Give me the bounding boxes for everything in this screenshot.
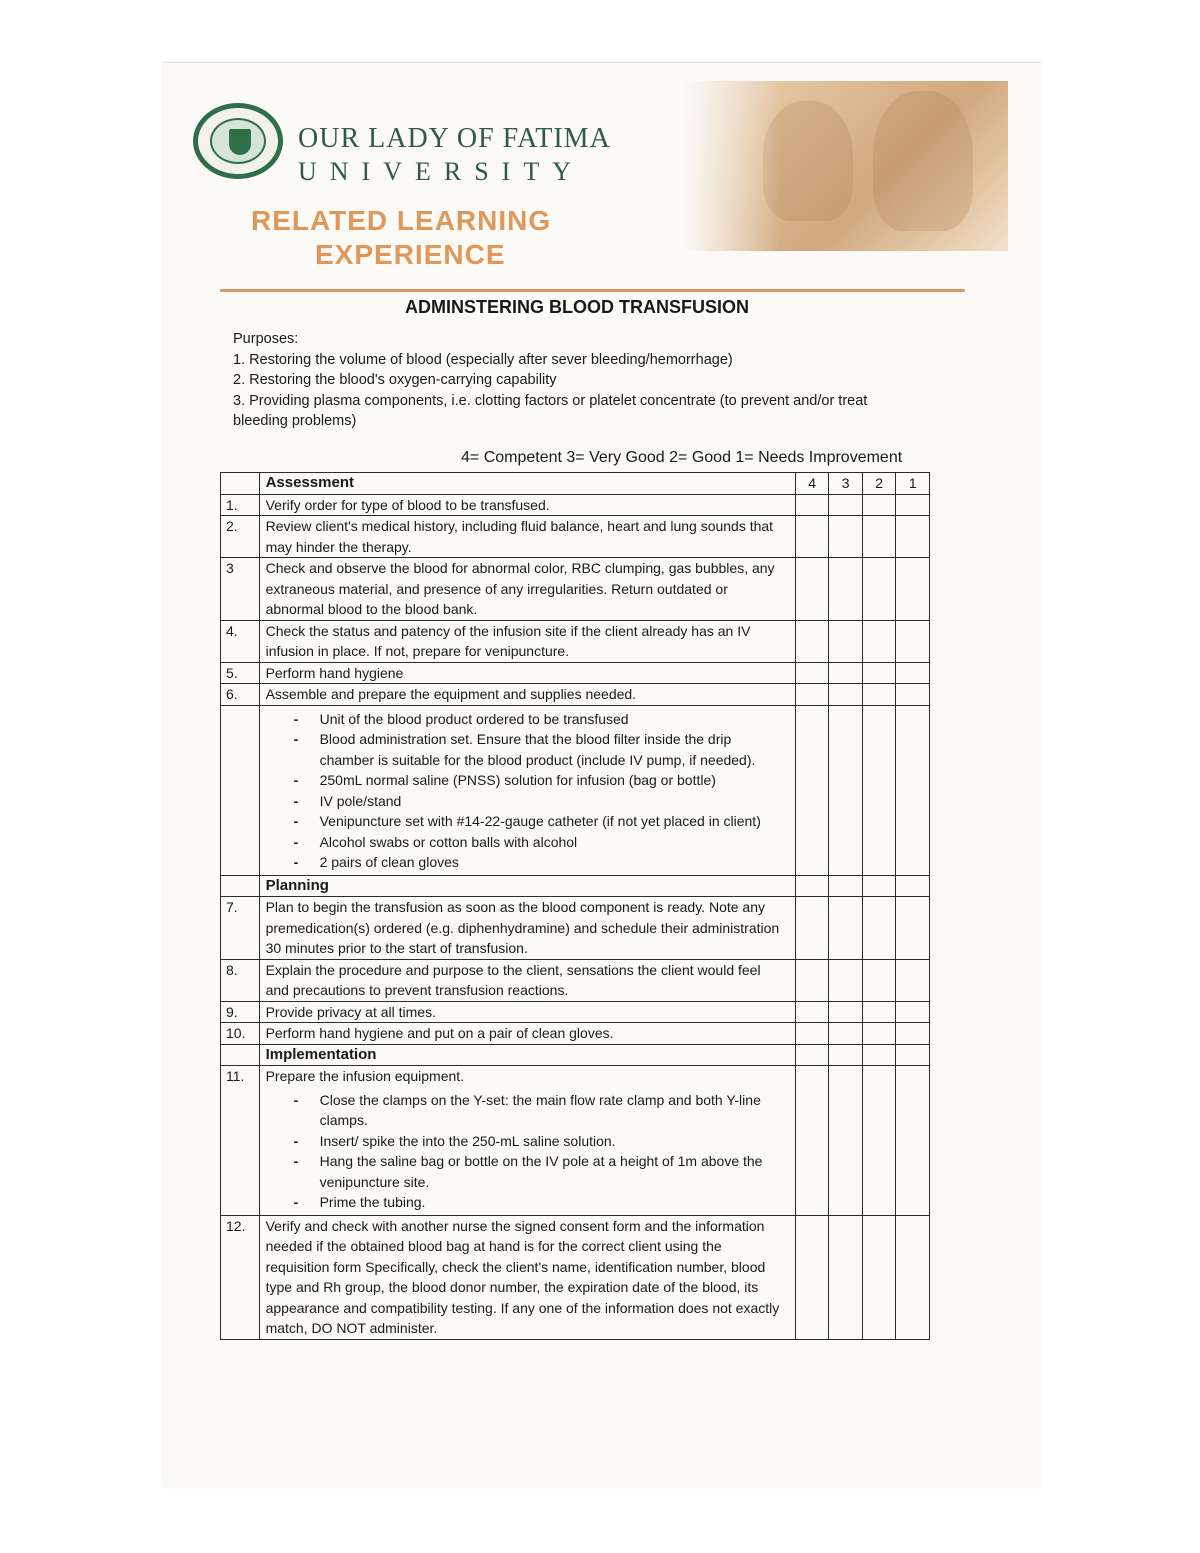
rating-cell-2[interactable] [862,558,896,621]
step-text: Review client's medical history, including fluid balance, heart and lung sounds that may hinder the therapy. [265,518,774,555]
rating-cell-4[interactable] [795,1023,829,1045]
rating-cell-2[interactable] [862,875,896,897]
university-name: OUR LADY OF FATIMA [298,123,611,154]
step-text: Check the status and patency of the infusion site if the client already has an IV infusion in place. If not, prepare for venipuncture. [265,622,751,659]
table-row [221,705,930,875]
sub-item: - Venipuncture set with #14-22-gauge catheter (if not yet placed in client) [294,811,787,832]
rating-cell-4[interactable] [795,1044,829,1066]
university-subtitle: UNIVERSITY [298,157,584,186]
header-divider [220,289,965,292]
sub-item: - 2 pairs of clean gloves [294,852,787,873]
step-description [259,662,795,684]
sub-item: - Insert/ spike the into the 250-mL saline solution. [294,1131,787,1152]
table-row [221,558,930,621]
sub-item: - Blood administration set. Ensure that the blood filter inside the drip chamber is suitable for the blood product (include IV pump, if needed). [294,729,787,770]
purpose-item: 1. Restoring the volume of blood (especially after sever bleeding/hemorrhage) [233,351,733,368]
table-row [221,494,930,516]
step-number: 11. [221,1066,260,1216]
rating-cell-2[interactable] [862,516,896,558]
sub-item-list [266,1087,787,1215]
section-heading: Implementation [259,1044,795,1066]
table-row [221,1215,930,1339]
rating-cell-2[interactable] [862,897,896,960]
rating-cell-1[interactable] [896,705,930,875]
step-text: Explain the procedure and purpose to the client, sensations the client would feel and precautions to prevent transfusion reactions. [265,961,761,998]
sub-item-list [266,706,787,875]
rating-header-3: 3 [829,473,863,495]
step-number: 6. [221,684,260,706]
rating-cell-4[interactable] [795,705,829,875]
rating-cell-1[interactable] [896,1066,930,1216]
rating-cell-2[interactable] [862,1066,896,1216]
rating-cell-2[interactable] [862,494,896,516]
section-num-cell [221,875,260,897]
step-text: Plan to begin the transfusion as soon as the blood component is ready. Note any premedication(s) ordered (e.g. diphenhydramine) and schedule their administration 30 minutes prior to the start of transfusion. [265,899,780,956]
rating-cell-1[interactable] [896,897,930,960]
sub-item: - Prime the tubing. [294,1192,787,1213]
purposes-block [233,329,913,432]
rating-cell-4[interactable] [795,1001,829,1023]
section-num-cell [221,1044,260,1066]
table-row [221,516,930,558]
banner-line-1: RELATED LEARNING [251,205,552,236]
rating-cell-3[interactable] [829,897,863,960]
rating-cell-1[interactable] [896,620,930,662]
step-description [259,897,795,960]
rating-cell-2[interactable] [862,1001,896,1023]
step-description [259,1023,795,1045]
rating-cell-4[interactable] [795,620,829,662]
step-number: 7. [221,897,260,960]
rating-cell-4[interactable] [795,897,829,960]
step-number: 4. [221,620,260,662]
section-heading: Planning [259,875,795,897]
header-photo [683,81,1008,251]
step-description [259,558,795,621]
step-text: Verify order for type of blood to be transfused. [265,496,550,513]
section-row-implementation [221,1044,930,1066]
step-number: 5. [221,662,260,684]
step-description [259,1001,795,1023]
step-description [259,1215,795,1339]
step-number: 1. [221,494,260,516]
rating-cell-4[interactable] [795,875,829,897]
step-description [259,684,795,706]
section-num-cell [221,473,260,495]
sub-item: - 250mL normal saline (PNSS) solution for infusion (bag or bottle) [294,770,787,791]
rating-cell-3[interactable] [829,1001,863,1023]
sub-item: - Unit of the blood product ordered to be transfused [294,709,787,730]
rating-cell-3[interactable] [829,558,863,621]
table-row [221,620,930,662]
rating-cell-1[interactable] [896,875,930,897]
step-text: Provide privacy at all times. [265,1003,436,1020]
purpose-item: 3. Providing plasma components, i.e. clotting factors or platelet concentrate (to prevent and/or treat bleeding problems) [233,392,868,429]
table-row [221,662,930,684]
section-row-planning [221,875,930,897]
rating-cell-3[interactable] [829,494,863,516]
sub-item: - Close the clamps on the Y-set: the main flow rate clamp and both Y-line clamps. [294,1090,787,1131]
table-row [221,897,930,960]
letterhead [163,81,1008,270]
step-text: Assemble and prepare the equipment and supplies needed. [265,686,637,702]
rating-cell-1[interactable] [896,1044,930,1066]
step-description [259,705,795,875]
table-row [221,959,930,1001]
rating-cell-2[interactable] [862,1023,896,1045]
rating-cell-2[interactable] [862,620,896,662]
step-text: Prepare the infusion equipment. [265,1068,465,1084]
rating-cell-1[interactable] [896,959,930,1001]
step-description [259,1066,795,1216]
sub-item: - IV pole/stand [294,791,787,812]
purposes-label: Purposes: [233,331,299,347]
rating-cell-1[interactable] [896,662,930,684]
rating-cell-3[interactable] [829,1066,863,1216]
sub-item: - Hang the saline bag or bottle on the IV pole at a height of 1m above the venipuncture site. [294,1151,787,1192]
rating-cell-3[interactable] [829,1023,863,1045]
section-row-assessment [221,473,930,495]
purpose-item: 2. Restoring the blood's oxygen-carrying capability [233,372,557,388]
rating-cell-2[interactable] [862,959,896,1001]
section-heading: Assessment [259,473,795,495]
rating-cell-3[interactable] [829,620,863,662]
step-number: 3 [221,558,260,621]
rating-cell-3[interactable] [829,875,863,897]
rating-cell-4[interactable] [795,959,829,1001]
rating-header-2: 2 [862,473,896,495]
step-number: 9. [221,1001,260,1023]
rating-cell-3[interactable] [829,1215,863,1339]
step-number: 2. [221,516,260,558]
rating-cell-4[interactable] [795,494,829,516]
step-text: Verify and check with another nurse the signed consent form and the information needed if the obtained blood bag at hand is for the correct client using the requisition form Specifically, check the client's name, identification number, blood type and Rh group, the blood donor number, the expiration date of the blood, its appearance and compatibility testing. If any one of the information does not exactly match, DO NOT administer. [265,1217,780,1336]
rating-cell-1[interactable] [896,516,930,558]
table-row [221,1001,930,1023]
step-number: 12. [221,1215,260,1339]
rating-cell-4[interactable] [795,684,829,706]
rating-cell-2[interactable] [862,684,896,706]
rating-cell-1[interactable] [896,1001,930,1023]
banner-line-2: EXPERIENCE [315,239,506,270]
rating-header-1: 1 [896,473,930,495]
rating-cell-2[interactable] [862,662,896,684]
rating-header-4: 4 [795,473,829,495]
rating-key: 4= Competent 3= Very Good 2= Good 1= Needs Improvement [461,449,903,466]
step-description [259,494,795,516]
rating-cell-2[interactable] [862,705,896,875]
document-page [163,62,1041,1487]
rating-cell-1[interactable] [896,1023,930,1045]
step-number [221,705,260,875]
rating-cell-3[interactable] [829,516,863,558]
step-description [259,959,795,1001]
rating-cell-4[interactable] [795,516,829,558]
rating-cell-3[interactable] [829,705,863,875]
skills-checklist-table [220,472,930,1340]
rating-cell-1[interactable] [896,494,930,516]
rating-cell-3[interactable] [829,1044,863,1066]
rating-cell-4[interactable] [795,662,829,684]
rating-cell-4[interactable] [795,1066,829,1216]
rating-cell-2[interactable] [862,1044,896,1066]
rating-cell-1[interactable] [896,558,930,621]
step-number: 8. [221,959,260,1001]
rating-cell-3[interactable] [829,684,863,706]
step-text: Check and observe the blood for abnormal color, RBC clumping, gas bubbles, any extraneous material, and presence of any irregularities. Return outdated or abnormal blood to the blood bank. [265,560,775,617]
table-row [221,1066,930,1216]
rating-cell-4[interactable] [795,558,829,621]
document-title: ADMINSTERING BLOOD TRANSFUSION [405,297,749,317]
rating-cell-3[interactable] [829,662,863,684]
sub-item: - Alcohol swabs or cotton balls with alcohol [294,832,787,853]
rating-cell-1[interactable] [896,684,930,706]
rating-cell-1[interactable] [896,1215,930,1339]
rating-cell-2[interactable] [862,1215,896,1339]
step-description [259,516,795,558]
rating-cell-4[interactable] [795,1215,829,1339]
table-row [221,1023,930,1045]
university-seal-icon [193,103,283,179]
rating-cell-3[interactable] [829,959,863,1001]
step-description [259,620,795,662]
step-number: 10. [221,1023,260,1045]
step-text: Perform hand hygiene and put on a pair of clean gloves. [265,1025,614,1041]
step-text: Perform hand hygiene [265,664,404,681]
table-row [221,684,930,706]
